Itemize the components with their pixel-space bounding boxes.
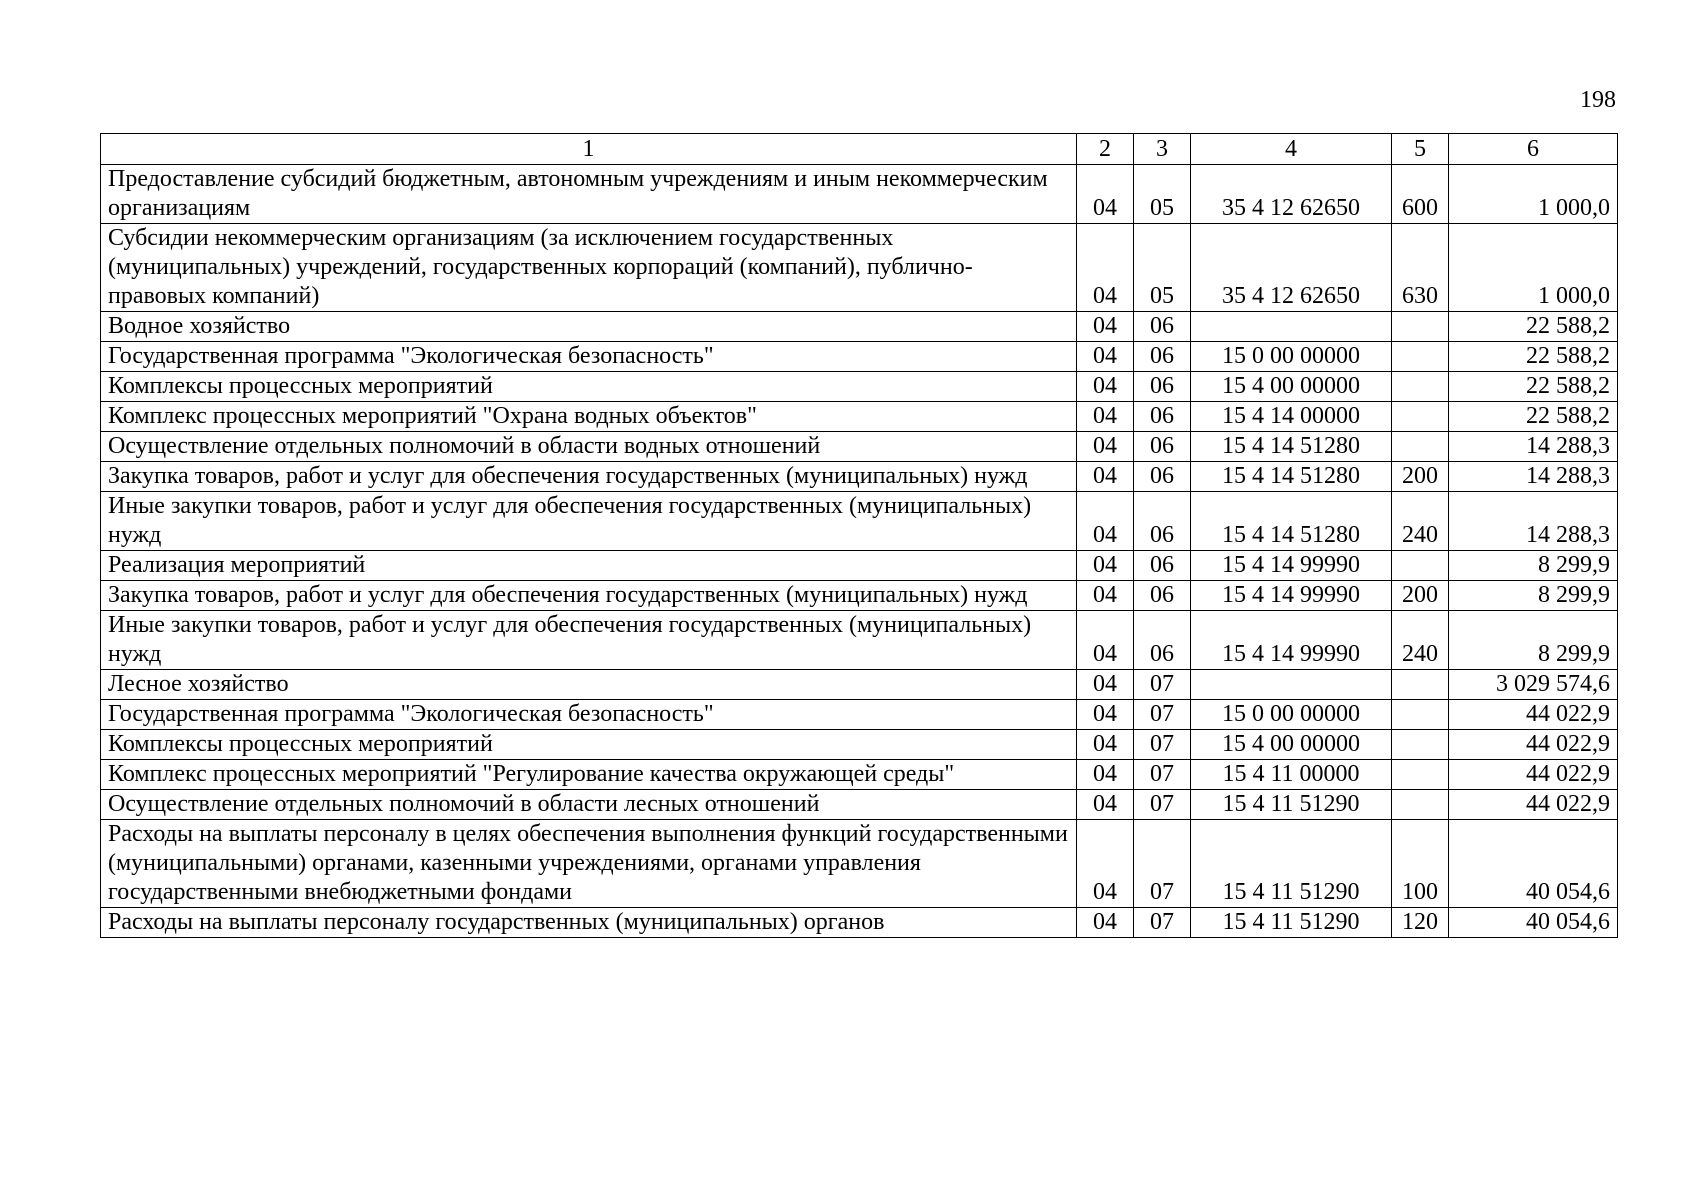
row-target-article-cell: [1191, 670, 1392, 700]
row-section-cell: 04: [1077, 372, 1134, 402]
row-target-article-cell: 15 4 14 99990: [1191, 551, 1392, 581]
row-subsection-cell: 05: [1134, 224, 1191, 312]
row-name-cell: Предоставление субсидий бюджетным, автономным учреждениям и иным некоммерческим организациям: [101, 165, 1077, 224]
header-cell-amount: 6: [1449, 134, 1618, 165]
row-expense-type-cell: [1392, 372, 1449, 402]
row-name-cell: Иные закупки товаров, работ и услуг для обеспечения государственных (муниципальных) нужд: [101, 492, 1077, 551]
row-target-article-cell: 15 4 14 51280: [1191, 492, 1392, 551]
row-name-cell: Реализация мероприятий: [101, 551, 1077, 581]
row-target-article-cell: 15 0 00 00000: [1191, 700, 1392, 730]
table-row: [101, 551, 1618, 581]
row-subsection-cell: 07: [1134, 670, 1191, 700]
row-target-article-cell: 15 0 00 00000: [1191, 342, 1392, 372]
table-row: [101, 760, 1618, 790]
row-section-cell: 04: [1077, 820, 1134, 908]
row-subsection-cell: 06: [1134, 611, 1191, 670]
row-section-cell: 04: [1077, 670, 1134, 700]
row-name-cell: Государственная программа "Экологическая безопасность": [101, 700, 1077, 730]
row-target-article-cell: 15 4 00 00000: [1191, 372, 1392, 402]
row-name-cell: Закупка товаров, работ и услуг для обеспечения государственных (муниципальных) нужд: [101, 462, 1077, 492]
row-section-cell: 04: [1077, 551, 1134, 581]
row-name-cell: Комплекс процессных мероприятий "Охрана водных объектов": [101, 402, 1077, 432]
row-expense-type-cell: [1392, 790, 1449, 820]
row-expense-type-cell: 200: [1392, 581, 1449, 611]
row-amount-cell: 22 588,2: [1449, 402, 1618, 432]
row-expense-type-cell: 200: [1392, 462, 1449, 492]
row-amount-cell: 8 299,9: [1449, 551, 1618, 581]
row-amount-cell: 14 288,3: [1449, 462, 1618, 492]
row-amount-cell: 44 022,9: [1449, 790, 1618, 820]
row-target-article-cell: 35 4 12 62650: [1191, 165, 1392, 224]
row-name-cell: Осуществление отдельных полномочий в области водных отношений: [101, 432, 1077, 462]
row-target-article-cell: 15 4 14 51280: [1191, 462, 1392, 492]
table-row: [101, 462, 1618, 492]
row-expense-type-cell: [1392, 700, 1449, 730]
row-target-article-cell: 15 4 14 99990: [1191, 611, 1392, 670]
row-target-article-cell: 15 4 00 00000: [1191, 730, 1392, 760]
row-name-cell: Закупка товаров, работ и услуг для обеспечения государственных (муниципальных) нужд: [101, 581, 1077, 611]
table-row: [101, 581, 1618, 611]
row-expense-type-cell: [1392, 432, 1449, 462]
header-cell-expense-type: 5: [1392, 134, 1449, 165]
header-cell-section: 2: [1077, 134, 1134, 165]
row-expense-type-cell: [1392, 312, 1449, 342]
row-expense-type-cell: [1392, 760, 1449, 790]
table-row: [101, 611, 1618, 670]
row-subsection-cell: 07: [1134, 790, 1191, 820]
header-row: [101, 134, 1618, 165]
row-subsection-cell: 06: [1134, 581, 1191, 611]
row-subsection-cell: 05: [1134, 165, 1191, 224]
row-amount-cell: 44 022,9: [1449, 760, 1618, 790]
row-section-cell: 04: [1077, 908, 1134, 938]
row-amount-cell: 40 054,6: [1449, 908, 1618, 938]
row-expense-type-cell: [1392, 730, 1449, 760]
row-target-article-cell: 15 4 14 51280: [1191, 432, 1392, 462]
row-amount-cell: 22 588,2: [1449, 312, 1618, 342]
row-expense-type-cell: 120: [1392, 908, 1449, 938]
row-subsection-cell: 06: [1134, 402, 1191, 432]
table-body: [101, 134, 1618, 938]
row-section-cell: 04: [1077, 432, 1134, 462]
row-subsection-cell: 06: [1134, 551, 1191, 581]
budget-table: [100, 133, 1618, 938]
table-row: [101, 730, 1618, 760]
row-name-cell: Расходы на выплаты персоналу государственных (муниципальных) органов: [101, 908, 1077, 938]
row-subsection-cell: 07: [1134, 700, 1191, 730]
table-row: [101, 432, 1618, 462]
row-target-article-cell: 15 4 11 51290: [1191, 908, 1392, 938]
table-row: [101, 224, 1618, 312]
row-section-cell: 04: [1077, 700, 1134, 730]
row-target-article-cell: [1191, 312, 1392, 342]
row-amount-cell: 22 588,2: [1449, 372, 1618, 402]
row-amount-cell: 3 029 574,6: [1449, 670, 1618, 700]
table-row: [101, 670, 1618, 700]
row-subsection-cell: 07: [1134, 820, 1191, 908]
row-target-article-cell: 15 4 11 51290: [1191, 790, 1392, 820]
row-amount-cell: 40 054,6: [1449, 820, 1618, 908]
row-name-cell: Комплексы процессных мероприятий: [101, 730, 1077, 760]
row-amount-cell: 44 022,9: [1449, 730, 1618, 760]
row-subsection-cell: 06: [1134, 492, 1191, 551]
row-amount-cell: 14 288,3: [1449, 432, 1618, 462]
table-row: [101, 372, 1618, 402]
row-section-cell: 04: [1077, 760, 1134, 790]
row-name-cell: Субсидии некоммерческим организациям (за исключением государственных (муниципальных) учреждений, государственных корпораций (компаний), публично-правовых компаний): [101, 224, 1077, 312]
row-amount-cell: 8 299,9: [1449, 611, 1618, 670]
row-target-article-cell: 15 4 11 51290: [1191, 820, 1392, 908]
row-section-cell: 04: [1077, 224, 1134, 312]
header-cell-name: 1: [101, 134, 1077, 165]
row-target-article-cell: 35 4 12 62650: [1191, 224, 1392, 312]
row-section-cell: 04: [1077, 611, 1134, 670]
row-amount-cell: 14 288,3: [1449, 492, 1618, 551]
row-target-article-cell: 15 4 14 99990: [1191, 581, 1392, 611]
row-section-cell: 04: [1077, 462, 1134, 492]
row-expense-type-cell: [1392, 342, 1449, 372]
row-expense-type-cell: 100: [1392, 820, 1449, 908]
row-name-cell: Лесное хозяйство: [101, 670, 1077, 700]
row-section-cell: 04: [1077, 790, 1134, 820]
row-section-cell: 04: [1077, 402, 1134, 432]
row-name-cell: Иные закупки товаров, работ и услуг для обеспечения государственных (муниципальных) нужд: [101, 611, 1077, 670]
header-cell-target-article: 4: [1191, 134, 1392, 165]
table-row: [101, 700, 1618, 730]
row-amount-cell: 22 588,2: [1449, 342, 1618, 372]
row-name-cell: Осуществление отдельных полномочий в области лесных отношений: [101, 790, 1077, 820]
row-expense-type-cell: 240: [1392, 611, 1449, 670]
row-expense-type-cell: [1392, 402, 1449, 432]
row-subsection-cell: 07: [1134, 730, 1191, 760]
row-name-cell: Комплексы процессных мероприятий: [101, 372, 1077, 402]
row-name-cell: Государственная программа "Экологическая безопасность": [101, 342, 1077, 372]
row-section-cell: 04: [1077, 730, 1134, 760]
row-amount-cell: 1 000,0: [1449, 224, 1618, 312]
row-expense-type-cell: [1392, 551, 1449, 581]
row-subsection-cell: 06: [1134, 432, 1191, 462]
page-number: 198: [1580, 87, 1616, 113]
row-subsection-cell: 07: [1134, 908, 1191, 938]
row-expense-type-cell: 240: [1392, 492, 1449, 551]
row-target-article-cell: 15 4 14 00000: [1191, 402, 1392, 432]
row-section-cell: 04: [1077, 342, 1134, 372]
header-cell-subsection: 3: [1134, 134, 1191, 165]
row-name-cell: Водное хозяйство: [101, 312, 1077, 342]
row-amount-cell: 44 022,9: [1449, 700, 1618, 730]
row-expense-type-cell: 600: [1392, 165, 1449, 224]
table-row: [101, 165, 1618, 224]
row-name-cell: Комплекс процессных мероприятий "Регулирование качества окружающей среды": [101, 760, 1077, 790]
table-row: [101, 492, 1618, 551]
row-expense-type-cell: [1392, 670, 1449, 700]
row-section-cell: 04: [1077, 312, 1134, 342]
row-subsection-cell: 06: [1134, 372, 1191, 402]
table-row: [101, 908, 1618, 938]
row-section-cell: 04: [1077, 492, 1134, 551]
table-row: [101, 312, 1618, 342]
row-amount-cell: 8 299,9: [1449, 581, 1618, 611]
row-subsection-cell: 06: [1134, 462, 1191, 492]
row-section-cell: 04: [1077, 165, 1134, 224]
table-row: [101, 342, 1618, 372]
row-subsection-cell: 06: [1134, 342, 1191, 372]
row-subsection-cell: 07: [1134, 760, 1191, 790]
row-name-cell: Расходы на выплаты персоналу в целях обеспечения выполнения функций государственными (муниципальными) органами, казенными учреждениями, органами управления государственными внебюджетными фондами: [101, 820, 1077, 908]
row-amount-cell: 1 000,0: [1449, 165, 1618, 224]
row-section-cell: 04: [1077, 581, 1134, 611]
row-target-article-cell: 15 4 11 00000: [1191, 760, 1392, 790]
table-row: [101, 820, 1618, 908]
row-expense-type-cell: 630: [1392, 224, 1449, 312]
table-row: [101, 790, 1618, 820]
row-subsection-cell: 06: [1134, 312, 1191, 342]
table-row: [101, 402, 1618, 432]
